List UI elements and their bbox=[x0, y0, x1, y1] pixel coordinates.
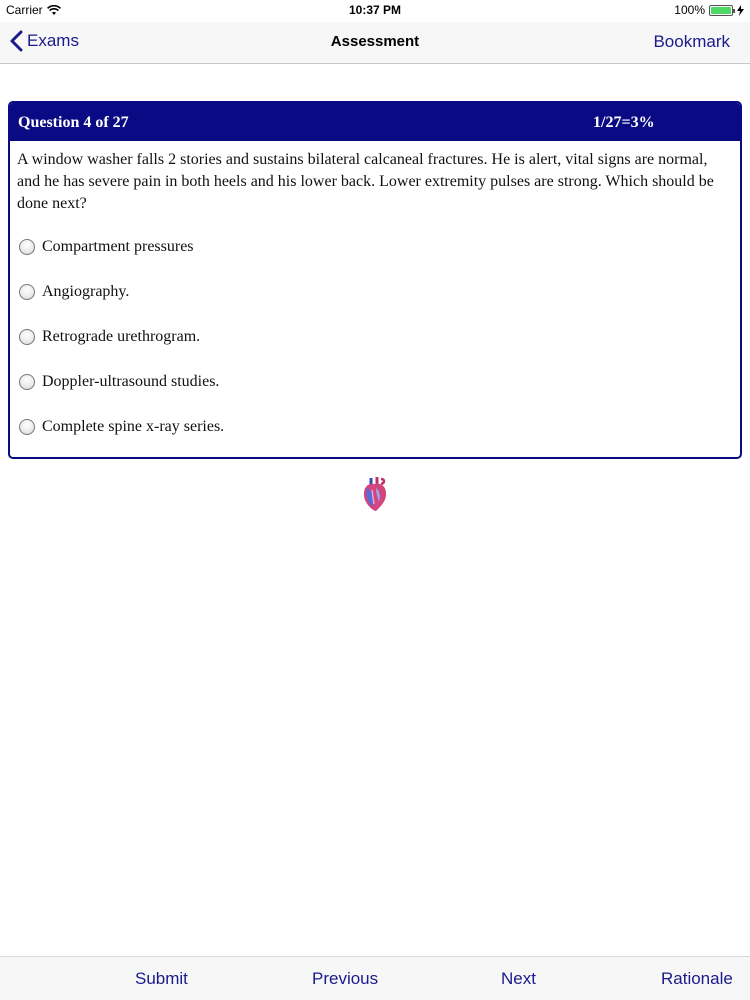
question-header bbox=[10, 103, 740, 141]
radio-button[interactable] bbox=[19, 284, 35, 300]
answer-option-label: Angiography. bbox=[42, 282, 130, 300]
answer-option[interactable] bbox=[17, 359, 732, 404]
answer-option-label: Doppler-ultrasound studies. bbox=[42, 372, 220, 390]
bookmark-button[interactable]: Bookmark bbox=[653, 32, 730, 51]
answer-options bbox=[17, 224, 732, 449]
status-time: 10:37 PM bbox=[348, 3, 402, 17]
answer-option[interactable] bbox=[17, 269, 732, 314]
navigation-bar bbox=[0, 22, 750, 64]
radio-button[interactable] bbox=[19, 239, 35, 255]
battery-percent: 100% bbox=[674, 3, 705, 17]
status-bar bbox=[0, 0, 750, 22]
page-title: Assessment bbox=[330, 33, 420, 50]
heart-icon bbox=[361, 476, 389, 512]
rationale-button[interactable]: Rationale bbox=[661, 969, 733, 988]
carrier-label: Carrier bbox=[6, 3, 43, 17]
answer-option[interactable] bbox=[17, 224, 732, 269]
answer-option-label: Retrograde urethrogram. bbox=[42, 327, 201, 345]
answer-option-label: Complete spine x-ray series. bbox=[42, 417, 225, 435]
back-button-label: Exams bbox=[27, 31, 79, 50]
question-text: A window washer falls 2 stories and sustains bilateral calcaneal fractures. He is alert, vital signs are normal, and he has severe pain in both heels and his lower back. Lower extremity pulses are strong. Which should be done next? bbox=[17, 151, 714, 212]
battery-icon bbox=[709, 5, 733, 16]
previous-button[interactable]: Previous bbox=[312, 969, 379, 988]
charging-icon bbox=[737, 5, 744, 16]
question-card bbox=[8, 101, 742, 459]
question-number: Question 4 of 27 bbox=[18, 114, 129, 131]
radio-button[interactable] bbox=[19, 419, 35, 435]
radio-button[interactable] bbox=[19, 374, 35, 390]
next-button[interactable]: Next bbox=[501, 969, 536, 988]
answer-option-label: Compartment pressures bbox=[42, 237, 194, 255]
radio-button[interactable] bbox=[19, 329, 35, 345]
answer-option[interactable] bbox=[17, 404, 732, 449]
submit-button[interactable]: Submit bbox=[135, 969, 188, 988]
answer-option[interactable] bbox=[17, 314, 732, 359]
question-progress: 1/27=3% bbox=[593, 114, 655, 131]
bottom-toolbar bbox=[0, 956, 750, 1000]
